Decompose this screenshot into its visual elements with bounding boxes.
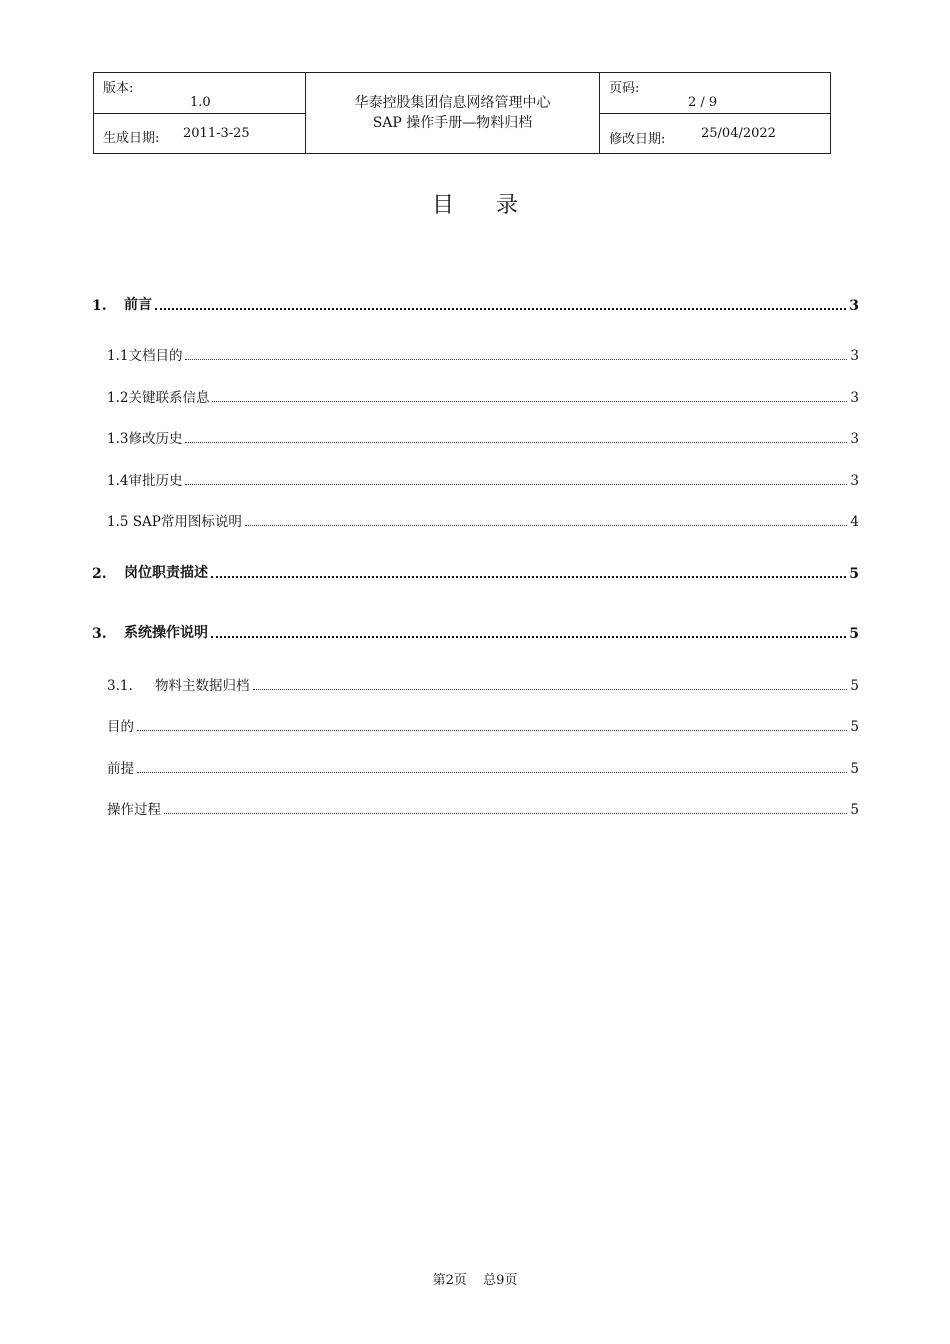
- modified-date-label: 修改日期:: [609, 132, 666, 147]
- toc-entry-page: 3: [850, 348, 859, 364]
- toc-entry-title: 前言: [124, 297, 152, 313]
- toc-entry-page: 5: [850, 678, 859, 694]
- toc-entry-title: 1.5 SAP常用图标说明: [107, 514, 242, 530]
- toc-dot-leader: [211, 636, 846, 638]
- page-title: 目录: [431, 193, 560, 218]
- toc-entry[interactable]: [92, 294, 859, 314]
- toc-dot-leader: [137, 772, 847, 773]
- toc-dot-leader: [164, 813, 847, 814]
- toc-entry-page: 3: [850, 473, 859, 489]
- version-label: 版本:: [103, 81, 134, 96]
- organization-name: 华泰控股集团信息网络管理中心: [354, 95, 551, 111]
- document-name: SAP 操作手册—物料归档: [372, 115, 533, 131]
- created-date-value: 2011-3-25: [183, 126, 250, 141]
- page-footer: [0, 1269, 950, 1288]
- version-value: 1.0: [190, 95, 211, 110]
- toc-entry-title: 目的: [107, 719, 134, 735]
- toc-entry-number: 3.: [92, 626, 107, 642]
- created-date-label: 生成日期:: [103, 131, 160, 146]
- toc-dot-leader: [211, 576, 846, 578]
- toc-dot-leader: [137, 730, 847, 731]
- toc-entry[interactable]: [107, 715, 859, 735]
- toc-dot-leader: [245, 525, 848, 526]
- toc-entry-page: 5: [850, 802, 859, 818]
- page-label: 页码:: [609, 81, 640, 96]
- toc-entry-number: 3.1.: [107, 678, 133, 694]
- toc-entry-title: 1.4审批历史: [107, 473, 183, 489]
- modified-date-value: 25/04/2022: [701, 126, 776, 141]
- toc-entry-page: 3: [849, 298, 859, 314]
- toc-entry-title: 岗位职责描述: [124, 565, 208, 581]
- toc-dot-leader: [253, 689, 848, 690]
- toc-entry[interactable]: [107, 757, 859, 777]
- toc-entry-title: 物料主数据归档: [155, 678, 250, 694]
- toc-dot-leader: [185, 484, 847, 485]
- created-date-cell: [94, 114, 306, 154]
- document-title-cell: [306, 73, 600, 154]
- toc-dot-leader: [155, 308, 846, 310]
- toc-entry-page: 3: [850, 390, 859, 406]
- toc-dot-leader: [185, 359, 847, 360]
- toc-dot-leader: [185, 442, 847, 443]
- toc-entry[interactable]: [107, 510, 859, 530]
- footer-page-number: 第2页: [432, 1273, 467, 1288]
- toc-entry[interactable]: [107, 344, 859, 364]
- toc-entry-page: 4: [850, 514, 859, 530]
- toc-entry-title: 1.1文档目的: [107, 348, 183, 364]
- toc-entry[interactable]: [107, 386, 859, 406]
- toc-entry-page: 5: [850, 761, 859, 777]
- toc-entry-page: 3: [850, 431, 859, 447]
- toc-entry-title: 系统操作说明: [124, 625, 208, 641]
- toc-entry-number: 1.: [92, 298, 107, 314]
- footer-total-pages: 总9页: [483, 1273, 518, 1288]
- toc-entry-page: 5: [849, 566, 859, 582]
- document-header-table: [93, 72, 831, 154]
- toc-entry-title: 操作过程: [107, 802, 161, 818]
- modified-date-cell: [600, 114, 831, 154]
- toc-entry-page: 5: [850, 719, 859, 735]
- page-cell: [600, 73, 831, 114]
- toc-entry-title: 前提: [107, 761, 134, 777]
- toc-entry-title: 1.3修改历史: [107, 431, 183, 447]
- toc-entry[interactable]: [107, 798, 859, 818]
- toc-entry[interactable]: [92, 562, 859, 582]
- toc-entry-page: 5: [849, 626, 859, 642]
- toc-entry-title: 1.2关键联系信息: [107, 390, 210, 406]
- toc-entry[interactable]: [107, 427, 859, 447]
- toc-entry-number: 2.: [92, 566, 107, 582]
- toc-entry[interactable]: [107, 469, 859, 489]
- version-cell: [94, 73, 306, 114]
- toc-entry[interactable]: [107, 674, 859, 694]
- toc-dot-leader: [212, 401, 847, 402]
- page-value: 2 / 9: [688, 95, 718, 110]
- toc-entry[interactable]: [92, 622, 859, 642]
